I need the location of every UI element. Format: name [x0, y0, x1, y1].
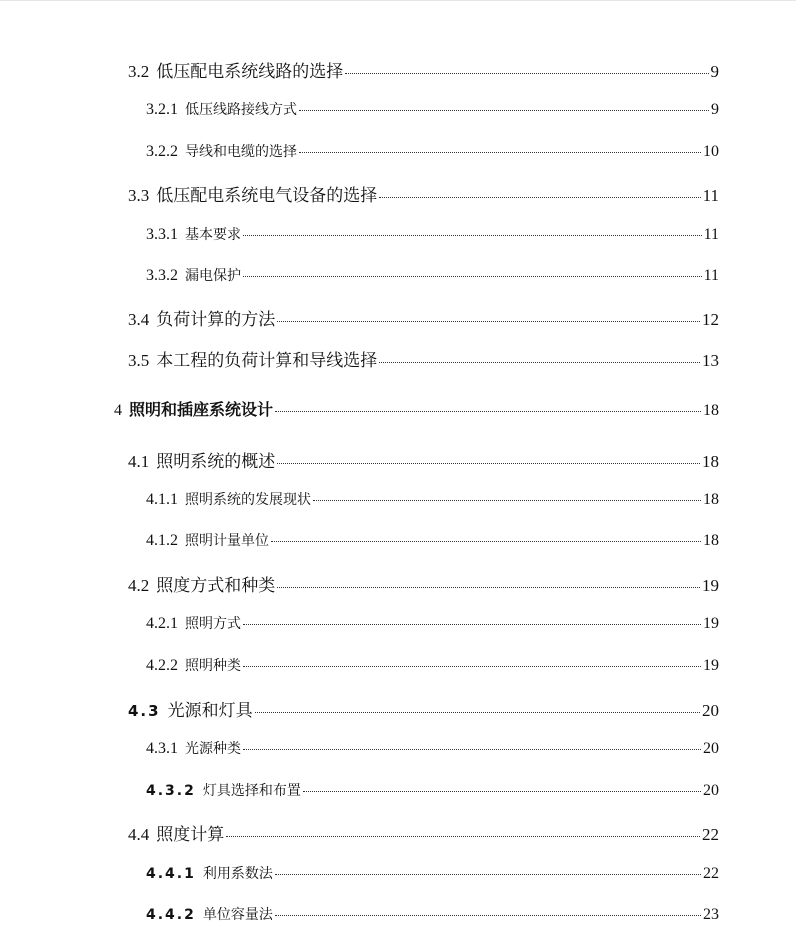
- toc-entry-number: 3.3.2: [146, 267, 178, 284]
- toc-entry-page: 18: [703, 532, 719, 549]
- toc-entry-page: 9: [710, 62, 719, 81]
- toc-entry-title: 本工程的负荷计算和导线选择: [156, 351, 378, 371]
- toc-dot-leader: [243, 749, 701, 750]
- toc-dot-leader: [379, 362, 700, 363]
- toc-entry-number: 3.2.1: [146, 101, 178, 118]
- toc-dot-leader: [277, 587, 700, 588]
- toc-dot-leader: [277, 463, 700, 464]
- toc-entry[interactable]: [128, 696, 719, 721]
- toc-entry[interactable]: [146, 265, 719, 285]
- toc-entry-title: 照度计算: [156, 825, 225, 845]
- toc-entry-number: 4.1.1: [146, 491, 178, 508]
- toc-entry-number: 3.3: [128, 186, 150, 205]
- toc-entry[interactable]: [146, 99, 719, 119]
- toc-dot-leader: [226, 836, 700, 837]
- toc-entry-page: 18: [702, 452, 719, 471]
- toc-dot-leader: [277, 321, 700, 322]
- toc-entry-page: 11: [703, 267, 719, 284]
- toc-entry-title: 低压线路接线方式: [185, 102, 297, 118]
- toc-entry-page: 10: [703, 143, 719, 160]
- toc-entry-number: 4.2.1: [146, 615, 178, 632]
- toc-entry-title: 照明计量单位: [185, 533, 269, 549]
- toc-entry-page: 19: [703, 657, 719, 674]
- toc-entry-page: 19: [703, 615, 719, 632]
- toc-dot-leader: [345, 73, 708, 74]
- toc-entry-title: 照明和插座系统设计: [129, 400, 274, 419]
- toc-entry[interactable]: [128, 305, 719, 330]
- toc-dot-leader: [299, 110, 709, 111]
- toc-entry[interactable]: [114, 397, 719, 420]
- toc-dot-leader: [313, 500, 701, 501]
- toc-entry-number: 4.1.2: [146, 532, 178, 549]
- toc-dot-leader: [303, 791, 701, 792]
- toc-entry-number: 4.3.2: [146, 783, 196, 799]
- toc-entry[interactable]: [146, 613, 719, 633]
- toc-entry[interactable]: [128, 346, 719, 371]
- toc-entry[interactable]: [146, 738, 719, 758]
- toc-entry-number: 3.2.2: [146, 143, 178, 160]
- toc-entry-title: 照明种类: [185, 658, 241, 674]
- toc-entry-title: 光源和灯具: [167, 701, 253, 721]
- toc-dot-leader: [275, 915, 701, 916]
- toc-entry-number: 4.4: [128, 825, 150, 844]
- toc-entry-title: 照明方式: [185, 616, 241, 632]
- toc-entry-page: 18: [703, 491, 719, 508]
- toc-entry-number: 4.1: [128, 452, 150, 471]
- toc-entry-number: 4.4.1: [146, 866, 196, 882]
- toc-dot-leader: [275, 874, 701, 875]
- toc-entry-title: 导线和电缆的选择: [185, 144, 297, 160]
- toc-dot-leader: [255, 712, 700, 713]
- toc-entry-page: 20: [703, 740, 719, 757]
- toc-entry-number: 4.3.1: [146, 740, 178, 757]
- toc-entry-number: 3.2: [128, 62, 150, 81]
- toc-entry-number: 3.3.1: [146, 226, 178, 243]
- toc-entry-page: 22: [703, 865, 719, 882]
- toc-entry[interactable]: [146, 904, 719, 924]
- toc-entry[interactable]: [146, 224, 719, 244]
- toc-entry-page: 22: [702, 825, 719, 844]
- toc-entry-title: 利用系数法: [202, 866, 273, 882]
- toc-entry-number: 4.2.2: [146, 657, 178, 674]
- toc-entry-page: 9: [711, 101, 719, 118]
- toc-entry[interactable]: [128, 820, 719, 845]
- toc-entry[interactable]: [128, 447, 719, 472]
- toc-dot-leader: [243, 276, 702, 277]
- toc-dot-leader: [379, 197, 700, 198]
- toc-entry-number: 4.2: [128, 576, 150, 595]
- toc-dot-leader: [243, 624, 701, 625]
- toc-entry-title: 基本要求: [185, 227, 241, 243]
- toc-entry-title: 光源种类: [185, 741, 241, 757]
- toc-dot-leader: [299, 152, 701, 153]
- toc-entry-title: 照度方式和种类: [156, 576, 276, 596]
- toc-entry-title: 低压配电系统电气设备的选择: [156, 186, 378, 206]
- toc-entry[interactable]: [146, 655, 719, 675]
- toc-entry-page: 23: [703, 906, 719, 923]
- toc-entry-title: 单位容量法: [202, 907, 273, 923]
- toc-dot-leader: [275, 411, 701, 412]
- toc-entry-page: 11: [702, 186, 719, 205]
- toc-entry-page: 11: [703, 226, 719, 243]
- toc-entry-page: 20: [702, 701, 719, 720]
- toc-entry-page: 13: [702, 351, 719, 370]
- toc-entry[interactable]: [128, 181, 719, 206]
- toc-entry-page: 20: [703, 782, 719, 799]
- toc-entry-page: 19: [702, 576, 719, 595]
- toc-entry[interactable]: [146, 780, 719, 800]
- toc-entry-number: 4: [114, 402, 122, 419]
- toc-dot-leader: [271, 541, 701, 542]
- toc-entry-number: 3.4: [128, 310, 150, 329]
- table-of-contents: [0, 1, 796, 944]
- toc-entry-title: 灯具选择和布置: [202, 783, 301, 799]
- toc-entry-title: 低压配电系统线路的选择: [156, 62, 344, 82]
- toc-entry-number: 3.5: [128, 351, 150, 370]
- toc-entry[interactable]: [146, 141, 719, 161]
- toc-entry-number: 4.3: [128, 702, 161, 720]
- toc-entry[interactable]: [128, 571, 719, 596]
- toc-entry[interactable]: [146, 863, 719, 883]
- toc-dot-leader: [243, 666, 701, 667]
- toc-entry-page: 12: [702, 310, 719, 329]
- toc-entry-number: 4.4.2: [146, 907, 196, 923]
- toc-entry-title: 照明系统的概述: [156, 452, 276, 472]
- toc-entry[interactable]: [128, 57, 719, 82]
- toc-dot-leader: [243, 235, 702, 236]
- toc-entry[interactable]: [146, 530, 719, 550]
- toc-entry-title: 负荷计算的方法: [156, 310, 276, 330]
- toc-entry-title: 漏电保护: [185, 268, 241, 284]
- toc-entry-title: 照明系统的发展现状: [185, 492, 311, 508]
- toc-entry-page: 18: [703, 402, 719, 419]
- toc-entry[interactable]: [146, 489, 719, 509]
